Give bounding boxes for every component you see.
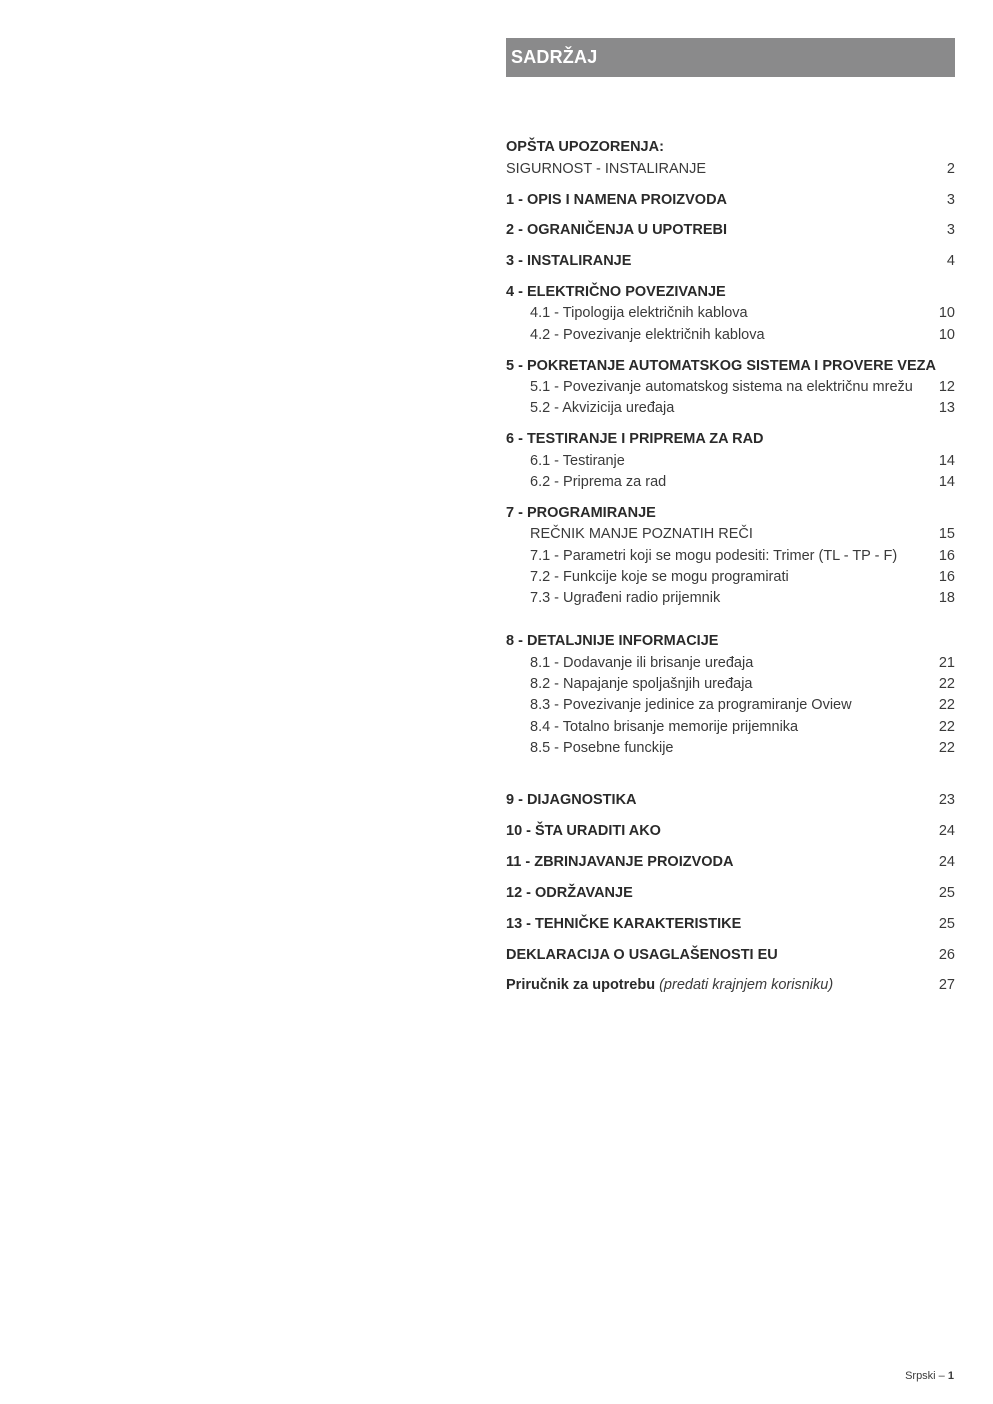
toc-entry-page: 15 bbox=[938, 526, 955, 542]
toc-entry-page: 27 bbox=[938, 977, 955, 993]
toc-entry-title: REČNIK MANJE POZNATIH REČI bbox=[530, 526, 753, 542]
toc-entry[interactable] bbox=[506, 137, 955, 157]
toc-entry-page: 12 bbox=[938, 379, 955, 395]
toc-entry-title: 13 - TEHNIČKE KARAKTERISTIKE bbox=[506, 916, 742, 932]
toc-entry-page: 22 bbox=[938, 740, 955, 756]
toc-entry[interactable] bbox=[530, 377, 955, 397]
toc-entry[interactable] bbox=[530, 674, 955, 694]
toc-entry-title: 8.1 - Dodavanje ili brisanje uređaja bbox=[530, 655, 754, 671]
toc-entry-title: 7 - PROGRAMIRANJE bbox=[506, 505, 656, 521]
toc-entry-page: 16 bbox=[938, 569, 955, 585]
toc-entry-title: 10 - ŠTA URADITI AKO bbox=[506, 823, 661, 839]
toc-entry-page: 13 bbox=[938, 400, 955, 416]
toc-entry-page: 22 bbox=[938, 676, 955, 692]
toc-entry[interactable] bbox=[506, 945, 955, 965]
toc-entry[interactable] bbox=[530, 738, 955, 758]
toc-entry-note: (predati krajnjem korisniku) bbox=[659, 977, 834, 993]
toc-entry[interactable] bbox=[506, 356, 955, 376]
toc-entry[interactable] bbox=[506, 429, 955, 449]
toc-entry-title: 12 - ODRŽAVANJE bbox=[506, 885, 633, 901]
toc-entry[interactable] bbox=[506, 282, 955, 302]
toc-entry-title: 6.2 - Priprema za rad bbox=[530, 474, 667, 490]
toc-entry-title: 4.2 - Povezivanje električnih kablova bbox=[530, 327, 765, 343]
toc-entry-title: 11 - ZBRINJAVANJE PROIZVODA bbox=[506, 854, 734, 870]
toc-entry-page: 10 bbox=[938, 305, 955, 321]
footer-language: Srpski – bbox=[905, 1370, 945, 1382]
toc-entry-title: 2 - OGRANIČENJA U UPOTREBI bbox=[506, 222, 728, 238]
toc-entry-title: 8.3 - Povezivanje jedinice za programiranje Oview bbox=[530, 697, 852, 713]
toc-entry[interactable] bbox=[506, 503, 955, 523]
toc-entry-page: 18 bbox=[938, 590, 955, 606]
toc-entry-page: 14 bbox=[938, 474, 955, 490]
toc-entry-title: 5.1 - Povezivanje automatskog sistema na električnu mrežu bbox=[530, 379, 913, 395]
toc-entry[interactable] bbox=[530, 451, 955, 471]
toc-entry-title: 8.2 - Napajanje spoljašnjih uređaja bbox=[530, 676, 753, 692]
toc-entry[interactable] bbox=[506, 159, 955, 179]
toc-entry[interactable] bbox=[530, 303, 955, 323]
toc-entry[interactable] bbox=[506, 790, 955, 810]
toc-entry-title: 1 - OPIS I NAMENA PROIZVODA bbox=[506, 192, 728, 208]
toc-entry-page: 16 bbox=[938, 548, 955, 564]
toc-entry[interactable] bbox=[506, 220, 955, 240]
toc-entry[interactable] bbox=[506, 852, 955, 872]
toc-entry-title: SIGURNOST - INSTALIRANJE bbox=[506, 161, 707, 177]
toc-entry-page: 22 bbox=[938, 697, 955, 713]
toc-entry-page: 3 bbox=[946, 192, 955, 208]
toc-entry-page: 3 bbox=[946, 222, 955, 238]
toc-entry-page: 4 bbox=[946, 253, 955, 269]
page-footer bbox=[905, 1370, 954, 1382]
toc-entry-title: 4 - ELEKTRIČNO POVEZIVANJE bbox=[506, 284, 726, 300]
toc-entry-user-manual[interactable] bbox=[506, 975, 955, 995]
toc-entry-page: 10 bbox=[938, 327, 955, 343]
toc-entry-title: OPŠTA UPOZORENJA: bbox=[506, 139, 664, 155]
toc-entry-title: 8 - DETALJNIJE INFORMACIJE bbox=[506, 633, 719, 649]
toc-entry-title: 6.1 - Testiranje bbox=[530, 453, 625, 469]
page-title: SADRŽAJ bbox=[506, 38, 955, 77]
toc-entry[interactable] bbox=[530, 695, 955, 715]
toc-entry[interactable] bbox=[506, 821, 955, 841]
toc-entry[interactable] bbox=[530, 325, 955, 345]
toc-entry-page: 25 bbox=[938, 916, 955, 932]
toc-entry-title: 8.4 - Totalno brisanje memorije prijemnika bbox=[530, 719, 799, 735]
toc-entry[interactable] bbox=[506, 914, 955, 934]
toc-entry-title: 4.1 - Tipologija električnih kablova bbox=[530, 305, 748, 321]
toc-entry-title: 9 - DIJAGNOSTIKA bbox=[506, 792, 637, 808]
toc-entry-page: 26 bbox=[938, 947, 955, 963]
toc-entry-title: 6 - TESTIRANJE I PRIPREMA ZA RAD bbox=[506, 431, 764, 447]
toc-entry-title: 5 - POKRETANJE AUTOMATSKOG SISTEMA I PROVERE VEZA bbox=[506, 358, 936, 374]
toc-entry[interactable] bbox=[530, 717, 955, 737]
toc-entry[interactable] bbox=[530, 546, 955, 566]
toc-entry-page: 24 bbox=[938, 854, 955, 870]
toc-entry[interactable] bbox=[530, 567, 955, 587]
toc-entry-page: 24 bbox=[938, 823, 955, 839]
toc-entry-page: 22 bbox=[938, 719, 955, 735]
toc-entry-page: 2 bbox=[946, 161, 955, 177]
toc-entry[interactable] bbox=[530, 588, 955, 608]
toc-entry[interactable] bbox=[506, 631, 955, 651]
toc-entry-title: 7.1 - Parametri koji se mogu podesiti: Trimer (TL - TP - F) bbox=[530, 548, 898, 564]
toc-entry[interactable] bbox=[506, 883, 955, 903]
toc-entry[interactable] bbox=[506, 251, 955, 271]
toc-entry-page: 14 bbox=[938, 453, 955, 469]
toc-entry[interactable] bbox=[506, 190, 955, 210]
toc-entry-page: 25 bbox=[938, 885, 955, 901]
toc-entry-title: Priručnik za upotrebu bbox=[506, 977, 656, 993]
page-number: 1 bbox=[947, 1370, 954, 1382]
toc-entry-title: 5.2 - Akvizicija uređaja bbox=[530, 400, 675, 416]
toc-entry-title: 7.3 - Ugrađeni radio prijemnik bbox=[530, 590, 721, 606]
toc-entry-page: 21 bbox=[938, 655, 955, 671]
toc-entry[interactable] bbox=[530, 653, 955, 673]
toc-entry-title: 3 - INSTALIRANJE bbox=[506, 253, 632, 269]
toc-entry-title: 7.2 - Funkcije koje se mogu programirati bbox=[530, 569, 789, 585]
toc-entry-title: 8.5 - Posebne funckije bbox=[530, 740, 674, 756]
toc-entry-page: 23 bbox=[938, 792, 955, 808]
toc-entry[interactable] bbox=[530, 398, 955, 418]
toc-entry[interactable] bbox=[530, 524, 955, 544]
toc-entry-title: DEKLARACIJA O USAGLAŠENOSTI EU bbox=[506, 947, 778, 963]
toc-entry[interactable] bbox=[530, 472, 955, 492]
